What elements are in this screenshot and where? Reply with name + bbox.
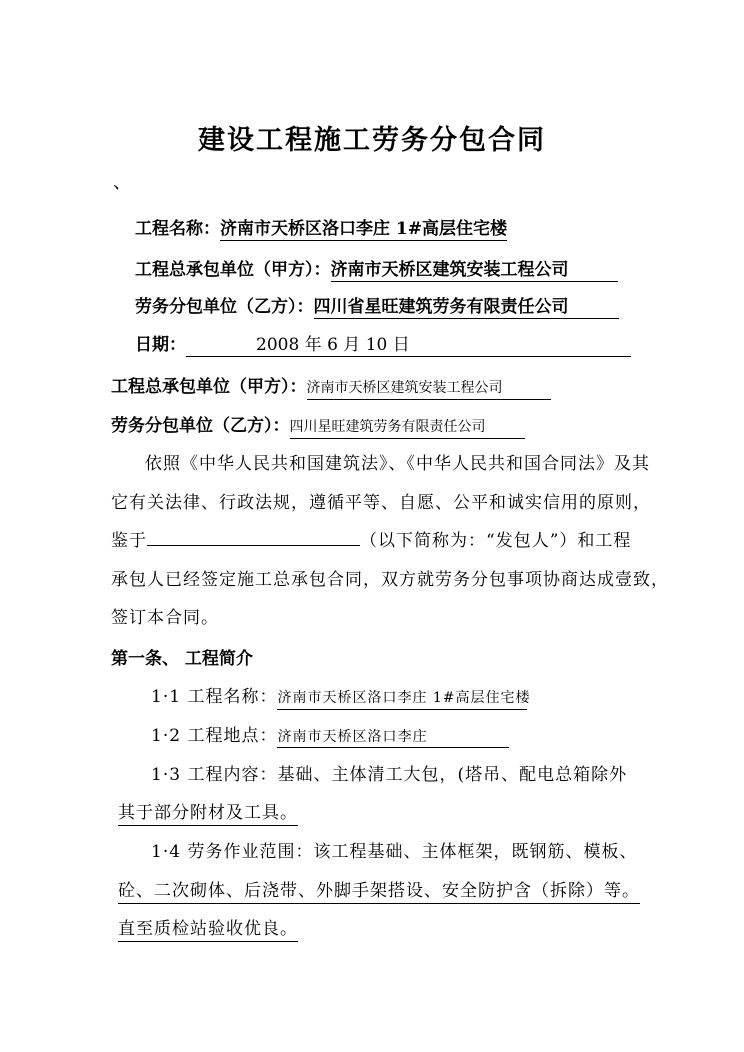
item-1-1 [151,682,531,710]
preamble-line-3-end: （以下简称为：“发包人”）和工程 [360,531,632,551]
item-1-3-line-1: 1·3 工程内容：基础、主体清工大包，(塔吊、配电总箱除外 [151,765,628,785]
item-1-3-line-2 [118,798,298,826]
item-1-2-value: 济南市天桥区洛口李庄 [277,726,509,748]
party-b-line [111,411,525,439]
party-b-value: 四川星旺建筑劳务有限责任公司 [290,416,525,439]
party-a-line [111,372,551,400]
preamble-line-3-start: 鉴于 [111,531,147,551]
cover-date-label: 日期： [135,335,186,355]
item-1-1-label: 1·1 工程名称： [151,687,278,707]
item-1-3-line-2-text: 其于部分附材及工具。 [118,798,298,826]
cover-subcontractor-value: 四川省星旺建筑劳务有限责任公司 [314,292,619,319]
cover-project-label: 工程名称： [135,219,220,239]
cover-contractor-value: 济南市天桥区建筑安装工程公司 [331,255,618,282]
cover-date-line [135,330,631,357]
article-1-heading: 第一条、 工程简介 [111,649,253,669]
item-1-1-value: 济南市天桥区洛口李庄 1#高层住宅楼 [277,687,527,710]
item-1-4-line-3-text: 直至质检站验收优良。 [118,914,298,942]
cover-contractor-label: 工程总承包单位（甲方）： [135,260,331,280]
preamble-line-5: 签订本合同。 [111,608,219,628]
item-1-4-line-2-text: 砼、二次砌体、后浇带、外脚手架搭设、安全防护含（拆除）等。 [118,876,640,904]
preamble-line-1: 依照《中华人民共和国建筑法》、《中华人民共和国合同法》及其 [145,454,650,474]
cover-subcontractor-label: 劳务分包单位（乙方）： [135,297,314,317]
stray-mark: 、 [113,172,131,193]
party-b-label: 劳务分包单位（乙方）： [111,416,290,436]
item-1-4-line-2 [118,876,640,904]
cover-project-line [135,214,507,241]
cover-subcontractor-line [135,292,619,319]
item-1-4-line-1: 1·4 劳务作业范围：该工程基础、主体框架，既钢筋、模板、 [151,842,638,862]
preamble-line-2: 它有关法律、行政法规，遵循平等、自愿、公平和诚实信用的原则， [111,493,651,513]
cover-project-value: 济南市天桥区洛口李庄 1#高层住宅楼 [220,214,507,241]
party-a-value: 济南市天桥区建筑安装工程公司 [307,377,551,400]
cover-date-value: 2008 年 6 月 10 日 [186,330,631,357]
preamble-line-4: 承包人已经签定施工总承包合同，双方就劳务分包事项协商达成壹致， [111,570,669,590]
party-a-label: 工程总承包单位（甲方）： [111,377,307,397]
employer-blank [147,529,360,546]
item-1-4-line-3 [118,914,298,942]
item-1-2-label: 1·2 工程地点： [151,726,278,746]
cover-contractor-line [135,255,618,282]
page-title: 建设工程施工劳务分包合同 [198,125,546,156]
item-1-2 [151,721,509,748]
preamble-line-3 [111,526,631,551]
